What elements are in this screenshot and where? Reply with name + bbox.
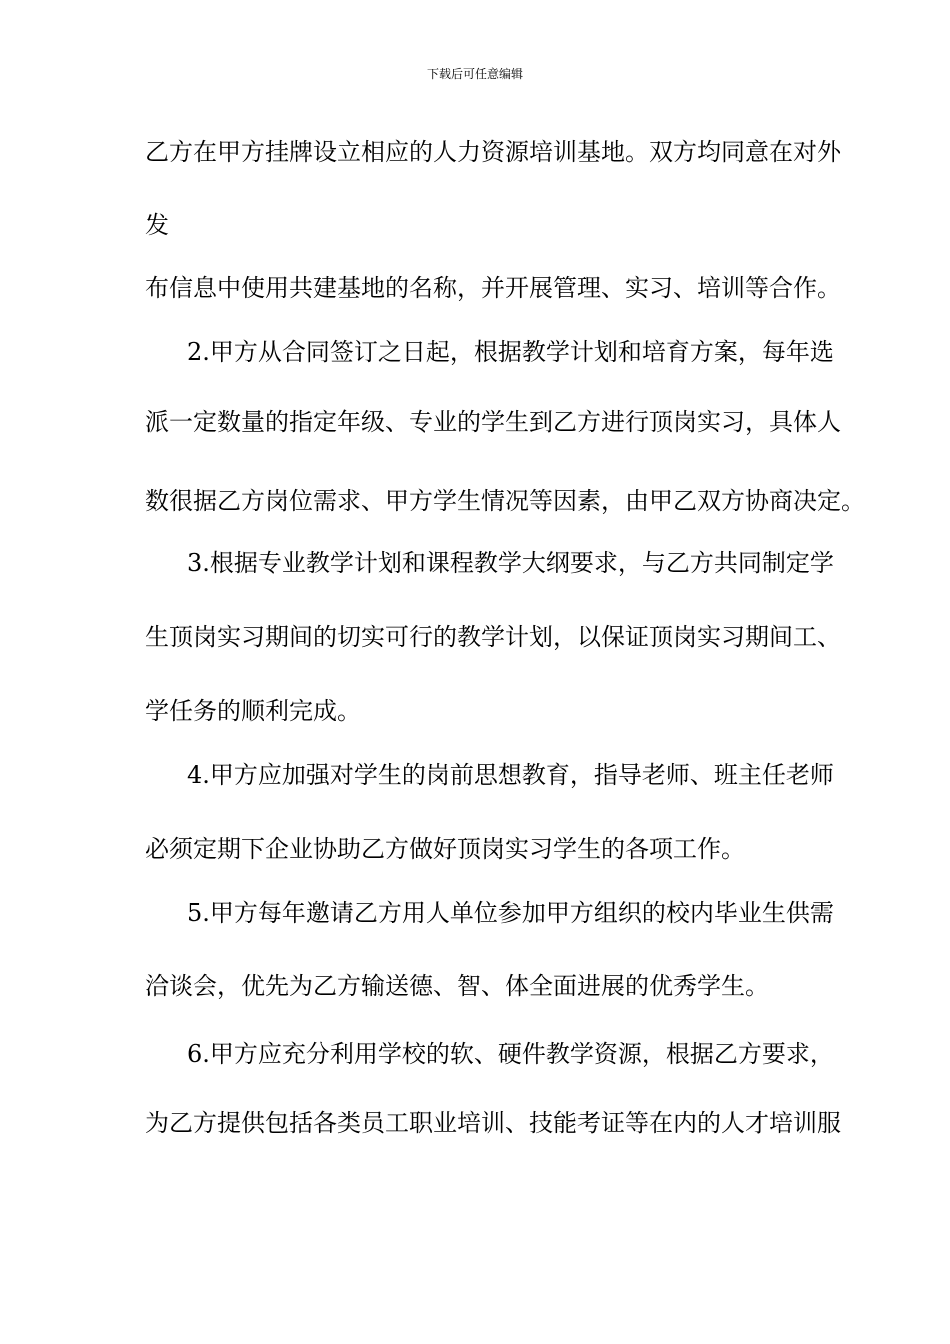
text-line-4: 2.甲方从合同签订之日起，根据教学计划和培育方案，每年选 (187, 338, 834, 366)
text-line-6: 数很据乙方岗位需求、甲方学生情况等因素，由甲乙双方协商决定。 (145, 487, 865, 515)
text-line-7: 3.根据专业教学计划和课程教学大纲要求，与乙方共同制定学 (187, 549, 834, 577)
text-line-10: 4.甲方应加强对学生的岗前思想教育，指导老师、班主任老师 (187, 761, 834, 789)
text-line-11: 必须定期下企业协助乙方做好顶岗实习学生的各项工作。 (145, 835, 745, 863)
text-line-9: 学任务的顺利完成。 (145, 697, 361, 725)
text-line-3: 布信息中使用共建基地的名称，并开展管理、实习、培训等合作。 (145, 274, 841, 302)
text-line-12: 5.甲方每年邀请乙方用人单位参加甲方组织的校内毕业生供需 (187, 899, 834, 927)
text-line-5: 派一定数量的指定年级、专业的学生到乙方进行顶岗实习，具体人 (145, 408, 841, 436)
text-line-8: 生顶岗实习期间的切实可行的教学计划，以保证顶岗实习期间工、 (145, 623, 841, 651)
text-line-14: 6.甲方应充分利用学校的软、硬件教学资源，根据乙方要求， (187, 1040, 834, 1068)
page-header: 下载后可任意编辑 (426, 67, 523, 81)
text-line-2: 发 (145, 211, 169, 239)
text-line-13: 洽谈会，优先为乙方输送德、智、体全面进展的优秀学生。 (145, 972, 769, 1000)
text-line-1: 乙方在甲方挂牌设立相应的人力资源培训基地。双方均同意在对外 (145, 138, 841, 166)
text-line-15: 为乙方提供包括各类员工职业培训、技能考证等在内的人才培训服 (145, 1109, 841, 1137)
